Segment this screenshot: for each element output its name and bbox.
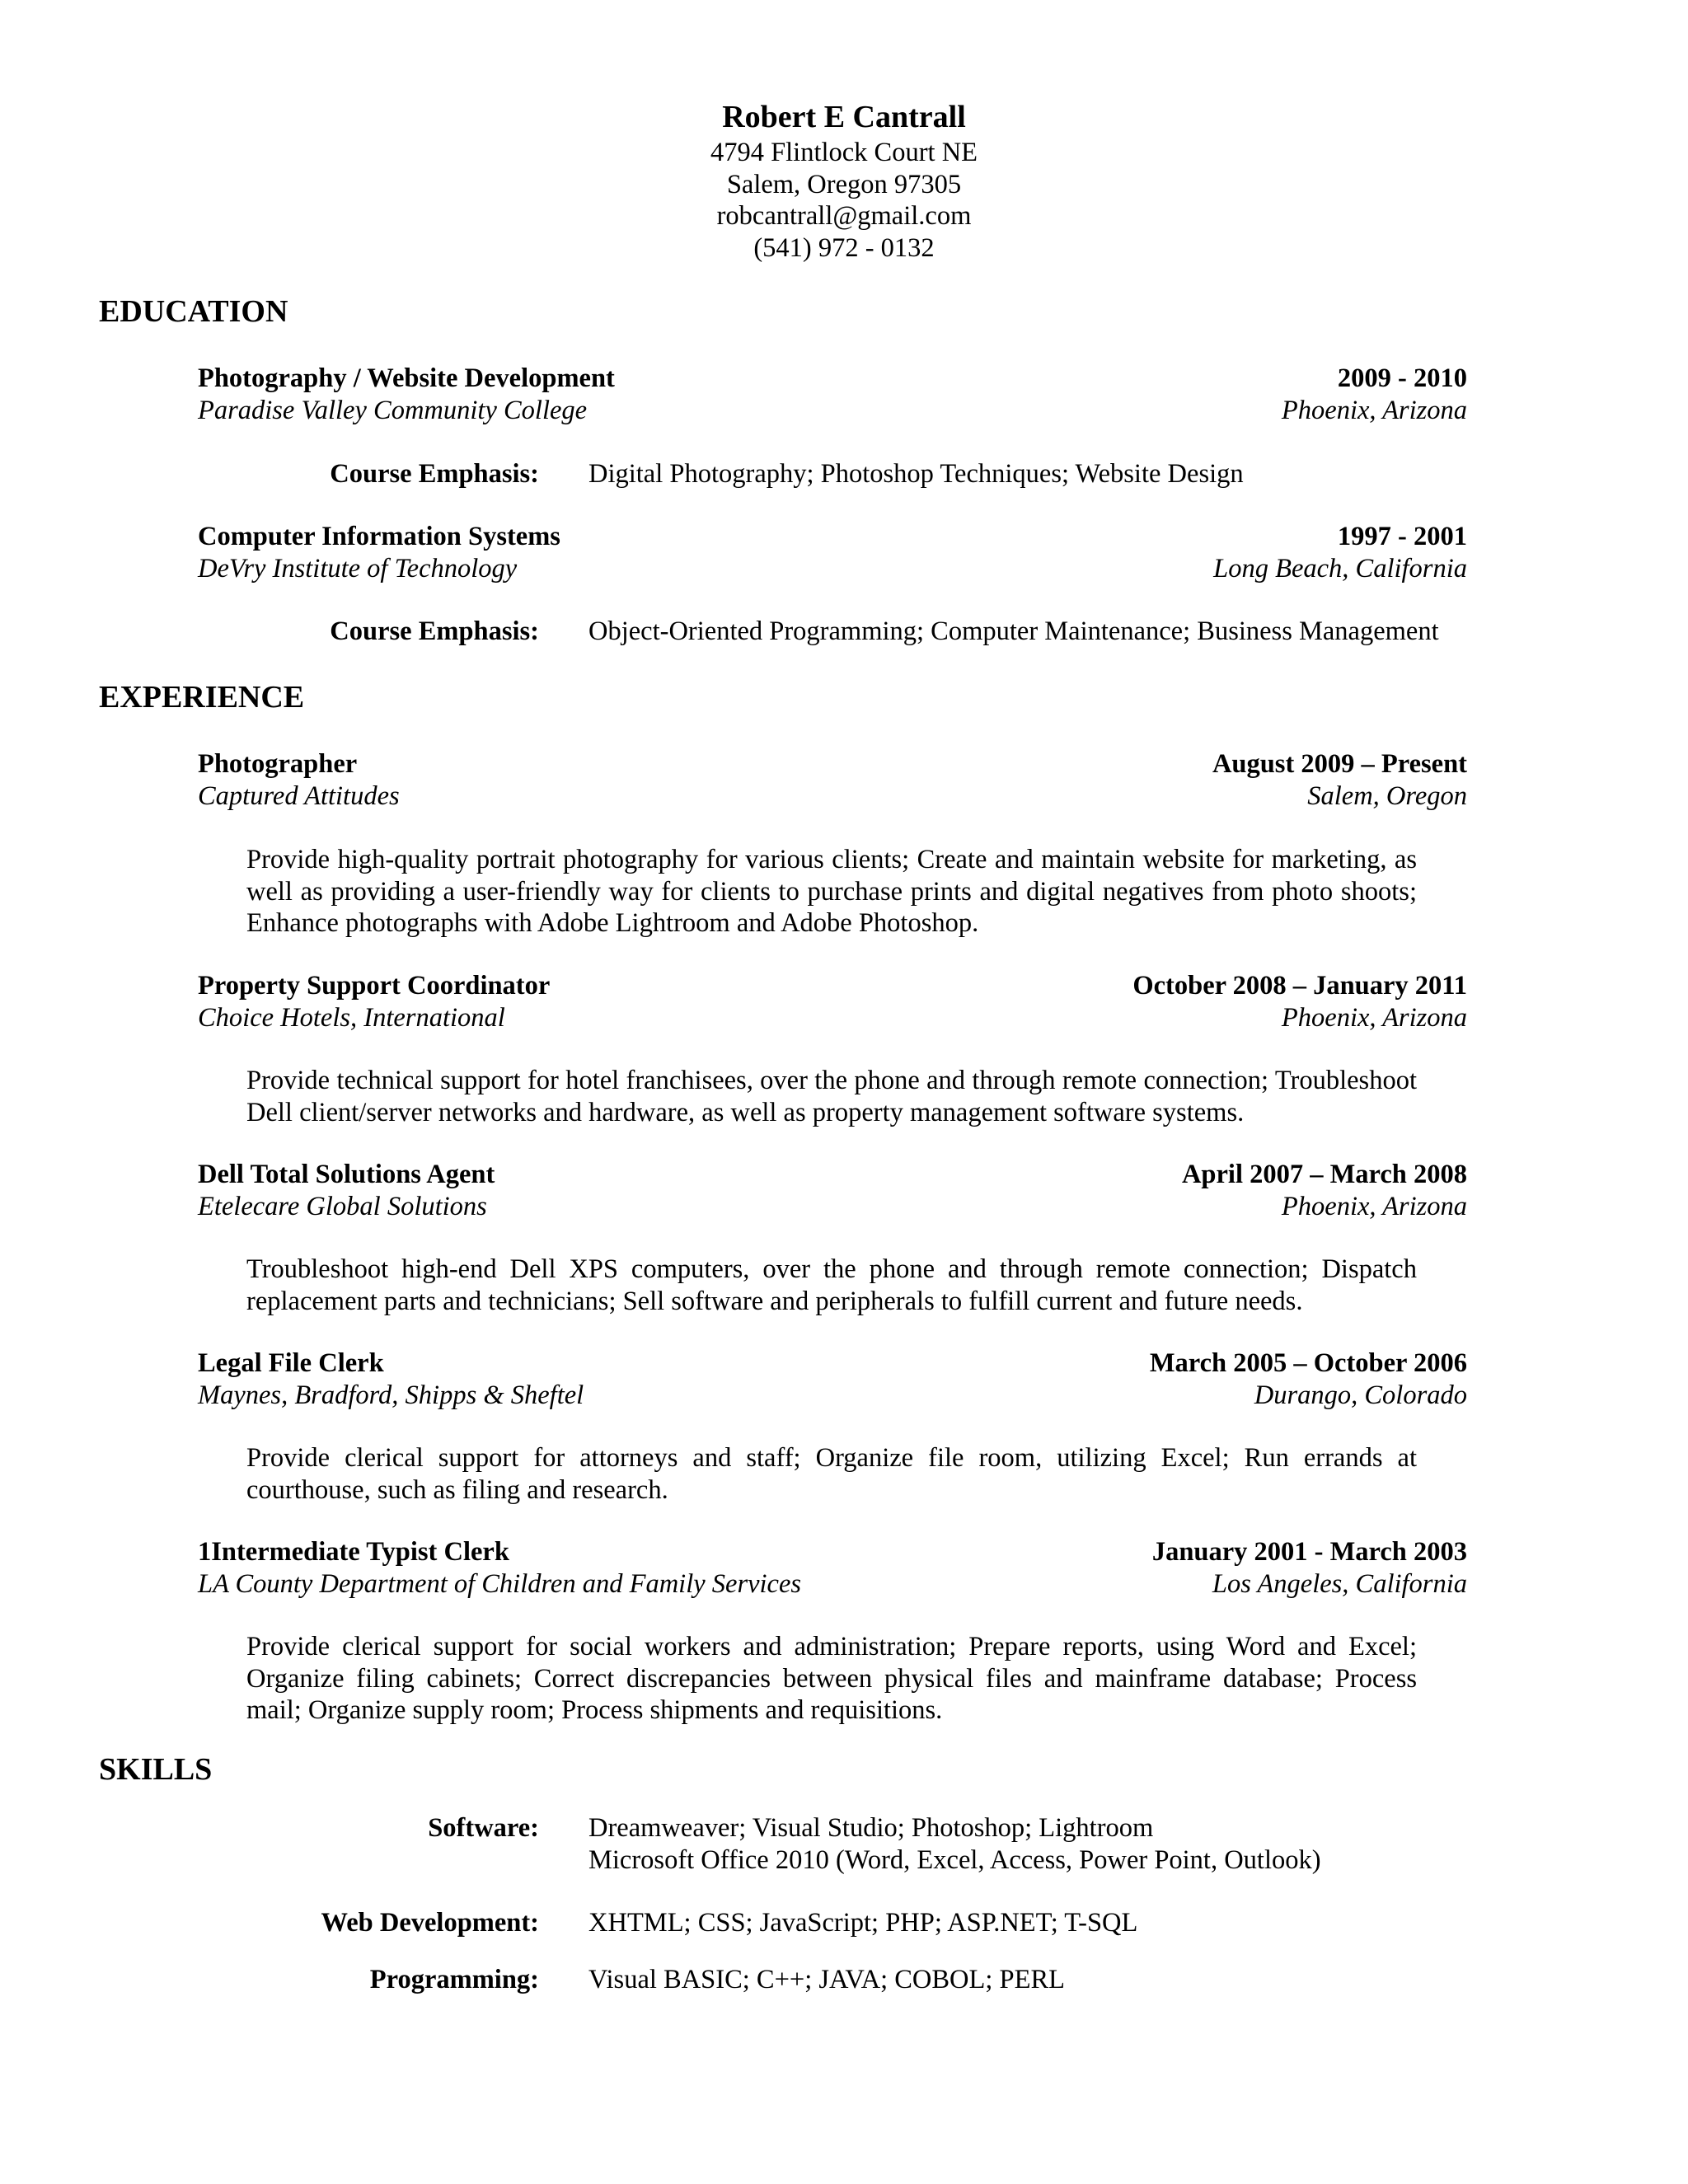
course-emphasis: Digital Photography; Photoshop Techniques; Website Design <box>588 459 1244 489</box>
job-entry <box>198 1347 1467 1411</box>
web-development-skills-label: Web Development: <box>321 1908 539 1938</box>
education-location: Phoenix, Arizona <box>1281 395 1467 425</box>
job-dates: January 2001 - March 2003 <box>1151 1537 1467 1567</box>
job-title: Dell Total Solutions Agent <box>198 1160 495 1189</box>
job-title: 1Intermediate Typist Clerk <box>198 1537 509 1567</box>
skills-heading: SKILLS <box>99 1752 213 1787</box>
software-skills-line-2: Microsoft Office 2010 (Word, Excel, Access, Power Point, Outlook) <box>588 1845 1321 1875</box>
job-entry <box>198 748 1467 812</box>
education-dates: 1997 - 2001 <box>1337 522 1467 551</box>
course-emphasis-label: Course Emphasis: <box>330 459 539 489</box>
email-address: robcantrall@gmail.com <box>716 201 972 231</box>
job-dates: March 2005 – October 2006 <box>1149 1348 1467 1378</box>
job-company: Captured Attitudes <box>198 780 400 811</box>
job-entry <box>198 1536 1467 1600</box>
job-company: Maynes, Bradford, Shipps & Sheftel <box>198 1380 584 1410</box>
applicant-name: Robert E Cantrall <box>722 100 966 134</box>
job-location: Los Angeles, California <box>1212 1568 1467 1599</box>
education-school: Paradise Valley Community College <box>198 395 588 425</box>
education-location: Long Beach, California <box>1213 553 1467 583</box>
contact-header <box>0 97 1688 264</box>
education-entry <box>198 363 1467 426</box>
job-title: Property Support Coordinator <box>198 971 551 1001</box>
phone-number: (541) 972 - 0132 <box>753 232 935 263</box>
programming-skills-label: Programming: <box>369 1965 539 1994</box>
job-description: Troubleshoot high-end Dell XPS computers, over the phone and through remote connection; Dispatch replacement parts and technicians; Sell software and peripherals to fulfill current and future needs. <box>246 1254 1417 1316</box>
education-entry <box>198 521 1467 584</box>
education-program: Photography / Website Development <box>198 363 615 393</box>
course-emphasis-label-wrap <box>0 458 539 490</box>
job-title: Photographer <box>198 749 358 779</box>
job-entry <box>198 1159 1467 1222</box>
job-company: Choice Hotels, International <box>198 1002 505 1033</box>
job-description: Provide technical support for hotel franchisees, over the phone and through remote connection; Troubleshoot Dell client/server networks and hardware, as well as property management software systems. <box>246 1066 1417 1127</box>
job-location: Durango, Colorado <box>1254 1380 1467 1410</box>
education-program: Computer Information Systems <box>198 522 560 551</box>
course-emphasis: Object-Oriented Programming; Computer Maintenance; Business Management <box>588 616 1439 646</box>
city-state-zip: Salem, Oregon 97305 <box>726 169 962 199</box>
job-location: Phoenix, Arizona <box>1281 1002 1467 1033</box>
education-heading: EDUCATION <box>99 294 288 329</box>
software-skills-line-1: Dreamweaver; Visual Studio; Photoshop; Lightroom <box>588 1813 1154 1843</box>
job-location: Salem, Oregon <box>1307 780 1467 811</box>
web-development-skills: XHTML; CSS; JavaScript; PHP; ASP.NET; T-SQL <box>588 1908 1138 1938</box>
experience-heading: EXPERIENCE <box>99 680 305 715</box>
course-emphasis-label-wrap <box>0 616 539 647</box>
job-description: Provide high-quality portrait photography for various clients; Create and maintain website for marketing, as well as providing a user-friendly way for clients to purchase prints and digital negatives from photo shoots; Enhance photographs with Adobe Lightroom and Adobe Photoshop. <box>246 845 1417 938</box>
job-description: Provide clerical support for social workers and administration; Prepare reports, using Word and Excel; Organize filing cabinets; Correct discrepancies between physical files and mainframe database; Process mail; Organize supply room; Process shipments and requisitions. <box>246 1632 1417 1725</box>
job-company: Etelecare Global Solutions <box>198 1191 487 1221</box>
job-dates: April 2007 – March 2008 <box>1181 1160 1467 1189</box>
programming-skills: Visual BASIC; C++; JAVA; COBOL; PERL <box>588 1965 1065 1994</box>
course-emphasis-label: Course Emphasis: <box>330 616 539 646</box>
job-dates: August 2009 – Present <box>1212 749 1467 779</box>
job-title: Legal File Clerk <box>198 1348 384 1378</box>
software-skills-label: Software: <box>428 1813 539 1843</box>
job-location: Phoenix, Arizona <box>1281 1191 1467 1221</box>
job-company: LA County Department of Children and Family Services <box>198 1568 802 1599</box>
education-school: DeVry Institute of Technology <box>198 553 518 583</box>
street-address: 4794 Flintlock Court NE <box>710 138 978 167</box>
job-entry <box>198 970 1467 1033</box>
job-dates: October 2008 – January 2011 <box>1132 971 1467 1001</box>
education-dates: 2009 - 2010 <box>1337 363 1467 393</box>
job-description: Provide clerical support for attorneys and staff; Organize file room, utilizing Excel; Run errands at courthouse, such as filing and research. <box>246 1443 1417 1505</box>
